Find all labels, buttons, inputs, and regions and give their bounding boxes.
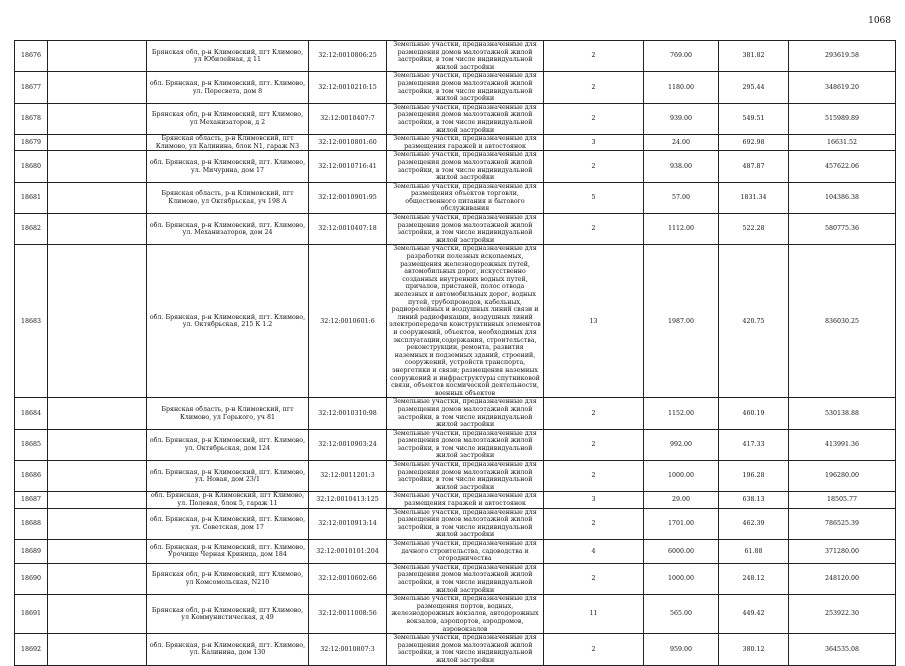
cadastral-value-cell: 18505.77 <box>789 492 896 508</box>
page-number: 1068 <box>868 16 891 26</box>
land-use-cell: Земельные участки, предназначенные для размещения домов малоэтажной жилой застройки, в том числе индивидуальной жилой застройки <box>387 72 544 103</box>
unit-value-cell: 460.19 <box>719 398 789 429</box>
cadastral-number-cell: 32:12:0010101:204 <box>309 540 387 564</box>
address-cell: Брянская обл, р-н Климовский, пгт Климово, ул Юбилейная, д 11 <box>147 41 309 72</box>
use-group-cell: 13 <box>544 245 644 398</box>
cadastral-value-cell: 16631.52 <box>789 135 896 151</box>
land-use-cell: Земельные участки, предназначенные для дачного строительства, садоводства и огородничества <box>387 540 544 564</box>
record-number-cell: 18680 <box>15 151 48 182</box>
address-cell: Брянская область, р-н Климовский, пгт Климово, ул Горького, уч 81 <box>147 398 309 429</box>
cadastral-number-cell: 32:12:0011201:3 <box>309 461 387 492</box>
cadastral-value-cell: 248120.00 <box>789 563 896 594</box>
table-body <box>15 41 896 666</box>
cadastral-number-cell: 32:12:0010602:66 <box>309 563 387 594</box>
record-number-cell: 18685 <box>15 429 48 460</box>
table-row <box>15 72 896 103</box>
unit-value-cell: 380.12 <box>719 634 789 665</box>
land-use-cell: Земельные участки, предназначенные для размещения домов малоэтажной жилой застройки, в том числе индивидуальной жилой застройки <box>387 41 544 72</box>
address-cell: обл. Брянская, р-н Климовский, пгт. Климово, ул. Калинина, дом 130 <box>147 634 309 665</box>
table-row <box>15 214 896 245</box>
unit-value-cell: 462.39 <box>719 508 789 539</box>
land-use-cell: Земельные участки, предназначенные для размещения объектов торговли, общественного питания и бытового обслуживания <box>387 182 544 213</box>
area-cell: 1180.00 <box>644 72 719 103</box>
use-group-cell: 2 <box>544 461 644 492</box>
cadastral-number-cell: 32:12:0010407:7 <box>309 103 387 134</box>
table-row <box>15 41 896 72</box>
use-group-cell: 3 <box>544 492 644 508</box>
land-use-cell: Земельные участки, предназначенные для размещения домов малоэтажной жилой застройки, в том числе индивидуальной жилой застройки <box>387 151 544 182</box>
empty-cell <box>48 398 147 429</box>
use-group-cell: 5 <box>544 182 644 213</box>
address-cell: обл. Брянская, р-н Климовский, пгт. Климово, ул. Новая, дом 23/1 <box>147 461 309 492</box>
table-row <box>15 429 896 460</box>
cadastral-number-cell: 32:12:0010601:6 <box>309 245 387 398</box>
table-row <box>15 595 896 634</box>
cadastral-number-cell: 32:12:0010310:98 <box>309 398 387 429</box>
unit-value-cell: 295.44 <box>719 72 789 103</box>
address-cell: обл. Брянская, р-н Климовский, пгт. Климово, ул. Октябрьская, дом 124 <box>147 429 309 460</box>
land-use-cell: Земельные участки, предназначенные для размещения домов малоэтажной жилой застройки, в том числе индивидуальной жилой застройки <box>387 429 544 460</box>
area-cell: 1000.00 <box>644 461 719 492</box>
unit-value-cell: 449.42 <box>719 595 789 634</box>
land-use-cell: Земельные участки, предназначенные для размещения домов малоэтажной жилой застройки, в том числе индивидуальной жилой застройки <box>387 563 544 594</box>
land-use-cell: Земельные участки, предназначенные для размещения домов малоэтажной жилой застройки, в том числе индивидуальной жилой застройки <box>387 214 544 245</box>
record-number-cell: 18678 <box>15 103 48 134</box>
unit-value-cell: 420.75 <box>719 245 789 398</box>
empty-cell <box>48 182 147 213</box>
cadastral-value-cell: 580775.36 <box>789 214 896 245</box>
cadastral-number-cell: 32:12:0011008:56 <box>309 595 387 634</box>
record-number-cell: 18688 <box>15 508 48 539</box>
empty-cell <box>48 214 147 245</box>
use-group-cell: 11 <box>544 595 644 634</box>
area-cell: 1000.00 <box>644 563 719 594</box>
cadastral-number-cell: 32:12:0010807:3 <box>309 634 387 665</box>
land-use-cell: Земельные участки, предназначенные для размещения гаражей и автостоянок <box>387 492 544 508</box>
empty-cell <box>48 508 147 539</box>
area-cell: 29.00 <box>644 492 719 508</box>
table-row <box>15 461 896 492</box>
record-number-cell: 18686 <box>15 461 48 492</box>
cadastral-number-cell: 32:12:0010806:25 <box>309 41 387 72</box>
use-group-cell: 2 <box>544 151 644 182</box>
address-cell: Брянская область, р-н Климовский, пгт Климово, ул Калинина, блок N1, гараж N3 <box>147 135 309 151</box>
address-cell: обл. Брянская, р-н Климовский, пгт. Климово, ул. Пересвета, дом 8 <box>147 72 309 103</box>
land-use-cell: Земельные участки, предназначенные для размещения гаражей и автостоянок <box>387 135 544 151</box>
unit-value-cell: 638.13 <box>719 492 789 508</box>
cadastral-number-cell: 32:12:0010901:95 <box>309 182 387 213</box>
area-cell: 24.00 <box>644 135 719 151</box>
cadastral-number-cell: 32:12:0010903:24 <box>309 429 387 460</box>
cadastral-value-cell: 364535.08 <box>789 634 896 665</box>
address-cell: Брянская обл, р-н Климовский, пгт Климово, ул Коммунистическая, д 49 <box>147 595 309 634</box>
area-cell: 565.00 <box>644 595 719 634</box>
record-number-cell: 18679 <box>15 135 48 151</box>
area-cell: 938.00 <box>644 151 719 182</box>
empty-cell <box>48 595 147 634</box>
area-cell: 1152.00 <box>644 398 719 429</box>
table-row <box>15 563 896 594</box>
cadastral-value-cell: 413991.36 <box>789 429 896 460</box>
unit-value-cell: 692.98 <box>719 135 789 151</box>
record-number-cell: 18692 <box>15 634 48 665</box>
area-cell: 1987.00 <box>644 245 719 398</box>
address-cell: Брянская обл, р-н Климовский, пгт Климово, ул Комсомольская, N210 <box>147 563 309 594</box>
address-cell: обл. Брянская, р-н Климовский, пгт. Климово, ул. Советская, дом 17 <box>147 508 309 539</box>
table-row <box>15 492 896 508</box>
empty-cell <box>48 72 147 103</box>
use-group-cell: 2 <box>544 214 644 245</box>
address-cell: обл. Брянская, р-н Климовский, пгт. Климово, ул. Механизаторов, дом 24 <box>147 214 309 245</box>
table-row <box>15 634 896 665</box>
land-use-cell: Земельные участки, предназначенные для размещения домов малоэтажной жилой застройки, в том числе индивидуальной жилой застройки <box>387 398 544 429</box>
cadastral-number-cell: 32:12:0010210:15 <box>309 72 387 103</box>
cadastral-value-cell: 786525.39 <box>789 508 896 539</box>
use-group-cell: 2 <box>544 508 644 539</box>
empty-cell <box>48 563 147 594</box>
use-group-cell: 4 <box>544 540 644 564</box>
land-use-cell: Земельные участки, предназначенные для размещения домов малоэтажной жилой застройки, в том числе индивидуальной жилой застройки <box>387 634 544 665</box>
table-row <box>15 540 896 564</box>
table-row <box>15 508 896 539</box>
empty-cell <box>48 103 147 134</box>
cadastral-value-cell: 196280.00 <box>789 461 896 492</box>
cadastral-number-cell: 32:12:0010913:14 <box>309 508 387 539</box>
area-cell: 1701.00 <box>644 508 719 539</box>
table-row <box>15 103 896 134</box>
table-row <box>15 182 896 213</box>
cadastral-value-cell: 104386.38 <box>789 182 896 213</box>
cadastral-value-cell: 371280.00 <box>789 540 896 564</box>
cadastral-value-cell: 515989.89 <box>789 103 896 134</box>
use-group-cell: 2 <box>544 429 644 460</box>
cadastral-number-cell: 32:12:0010801:60 <box>309 135 387 151</box>
cadastral-value-cell: 253922.30 <box>789 595 896 634</box>
record-number-cell: 18684 <box>15 398 48 429</box>
use-group-cell: 2 <box>544 634 644 665</box>
table-row <box>15 245 896 398</box>
address-cell: обл. Брянская, р-н Климовский, пгт. Климово, ул. Мичурина, дом 17 <box>147 151 309 182</box>
table-row <box>15 151 896 182</box>
record-number-cell: 18691 <box>15 595 48 634</box>
empty-cell <box>48 135 147 151</box>
unit-value-cell: 248.12 <box>719 563 789 594</box>
cadastral-number-cell: 32:12:0010407:18 <box>309 214 387 245</box>
empty-cell <box>48 492 147 508</box>
use-group-cell: 2 <box>544 72 644 103</box>
cadastral-number-cell: 32:12:0010716:41 <box>309 151 387 182</box>
unit-value-cell: 417.33 <box>719 429 789 460</box>
empty-cell <box>48 245 147 398</box>
unit-value-cell: 549.51 <box>719 103 789 134</box>
address-cell: Брянская обл, р-н Климовский, пгт Климово, ул Механизаторов, д 2 <box>147 103 309 134</box>
unit-value-cell: 487.87 <box>719 151 789 182</box>
land-use-cell: Земельные участки, предназначенные для размещения домов малоэтажной жилой застройки, в том числе индивидуальной жилой застройки <box>387 461 544 492</box>
empty-cell <box>48 41 147 72</box>
record-number-cell: 18682 <box>15 214 48 245</box>
table-row <box>15 135 896 151</box>
unit-value-cell: 196.28 <box>719 461 789 492</box>
record-number-cell: 18681 <box>15 182 48 213</box>
record-number-cell: 18690 <box>15 563 48 594</box>
record-number-cell: 18689 <box>15 540 48 564</box>
land-use-cell: Земельные участки, предназначенные для разработки полезных ископаемых, размещения железнодорожных путей, автомобильных дорог, искусственно созданных внутренних водных путей, причалов, пристаней, полос отвода железных и автомобильных дорог, водных путей, трубопроводов, кабельных, радиорелейных и воздушных линий связи и линий радиофикации, воздушных линий электропередачи конструктивных элементов и сооружений, объектов, необходимых для эксплуатации,содержания, строительства, реконструкции, ремонта, развития наземных и подземных зданий, строений, сооружений, устройств транспорта, энергетики и связи; размещения наземных сооружений и инфраструктуры спутниковой связи, объектов космической деятельности, военных объектов <box>387 245 544 398</box>
cadastral-value-cell: 836030.25 <box>789 245 896 398</box>
record-number-cell: 18676 <box>15 41 48 72</box>
area-cell: 992.00 <box>644 429 719 460</box>
cadastral-value-cell: 293619.58 <box>789 41 896 72</box>
unit-value-cell: 381.82 <box>719 41 789 72</box>
empty-cell <box>48 634 147 665</box>
use-group-cell: 3 <box>544 135 644 151</box>
empty-cell <box>48 540 147 564</box>
area-cell: 1112.00 <box>644 214 719 245</box>
unit-value-cell: 1831.34 <box>719 182 789 213</box>
land-use-cell: Земельные участки, предназначенные для размещения домов малоэтажной жилой застройки, в том числе индивидуальной жилой застройки <box>387 508 544 539</box>
area-cell: 959.00 <box>644 634 719 665</box>
area-cell: 6000.00 <box>644 540 719 564</box>
unit-value-cell: 61.88 <box>719 540 789 564</box>
use-group-cell: 2 <box>544 398 644 429</box>
unit-value-cell: 522.28 <box>719 214 789 245</box>
empty-cell <box>48 461 147 492</box>
address-cell: обл. Брянская, р-н Климовский, пгт. Климово, Урочище Черная Криница, дом 184 <box>147 540 309 564</box>
use-group-cell: 2 <box>544 563 644 594</box>
cadastral-number-cell: 32:12:0010413:125 <box>309 492 387 508</box>
record-number-cell: 18677 <box>15 72 48 103</box>
cadastral-value-cell: 530138.88 <box>789 398 896 429</box>
empty-cell <box>48 151 147 182</box>
address-cell: Брянская область, р-н Климовский, пгт Климово, ул Октябрьская, уч 198 А <box>147 182 309 213</box>
area-cell: 57.00 <box>644 182 719 213</box>
cadastral-value-table <box>14 40 896 666</box>
area-cell: 939.00 <box>644 103 719 134</box>
land-use-cell: Земельные участки, предназначенные для размещения портов, водных, железнодорожных вокзалов, автодорожных вокзалов, аэропортов, аэродромов, аэровокзалов <box>387 595 544 634</box>
record-number-cell: 18683 <box>15 245 48 398</box>
address-cell: обл. Брянская, р-н Климовский, пгт Климово, ул. Полевая, блок 5, гараж 11 <box>147 492 309 508</box>
cadastral-value-cell: 457622.06 <box>789 151 896 182</box>
record-number-cell: 18687 <box>15 492 48 508</box>
area-cell: 769.00 <box>644 41 719 72</box>
empty-cell <box>48 429 147 460</box>
use-group-cell: 2 <box>544 103 644 134</box>
address-cell: обл. Брянская, р-н Климовский, пгт. Климово, ул. Октябрьская, 215 К 1.2 <box>147 245 309 398</box>
cadastral-value-cell: 348619.20 <box>789 72 896 103</box>
table-row <box>15 398 896 429</box>
land-use-cell: Земельные участки, предназначенные для размещения домов малоэтажной жилой застройки, в том числе индивидуальной жилой застройки <box>387 103 544 134</box>
use-group-cell: 2 <box>544 41 644 72</box>
